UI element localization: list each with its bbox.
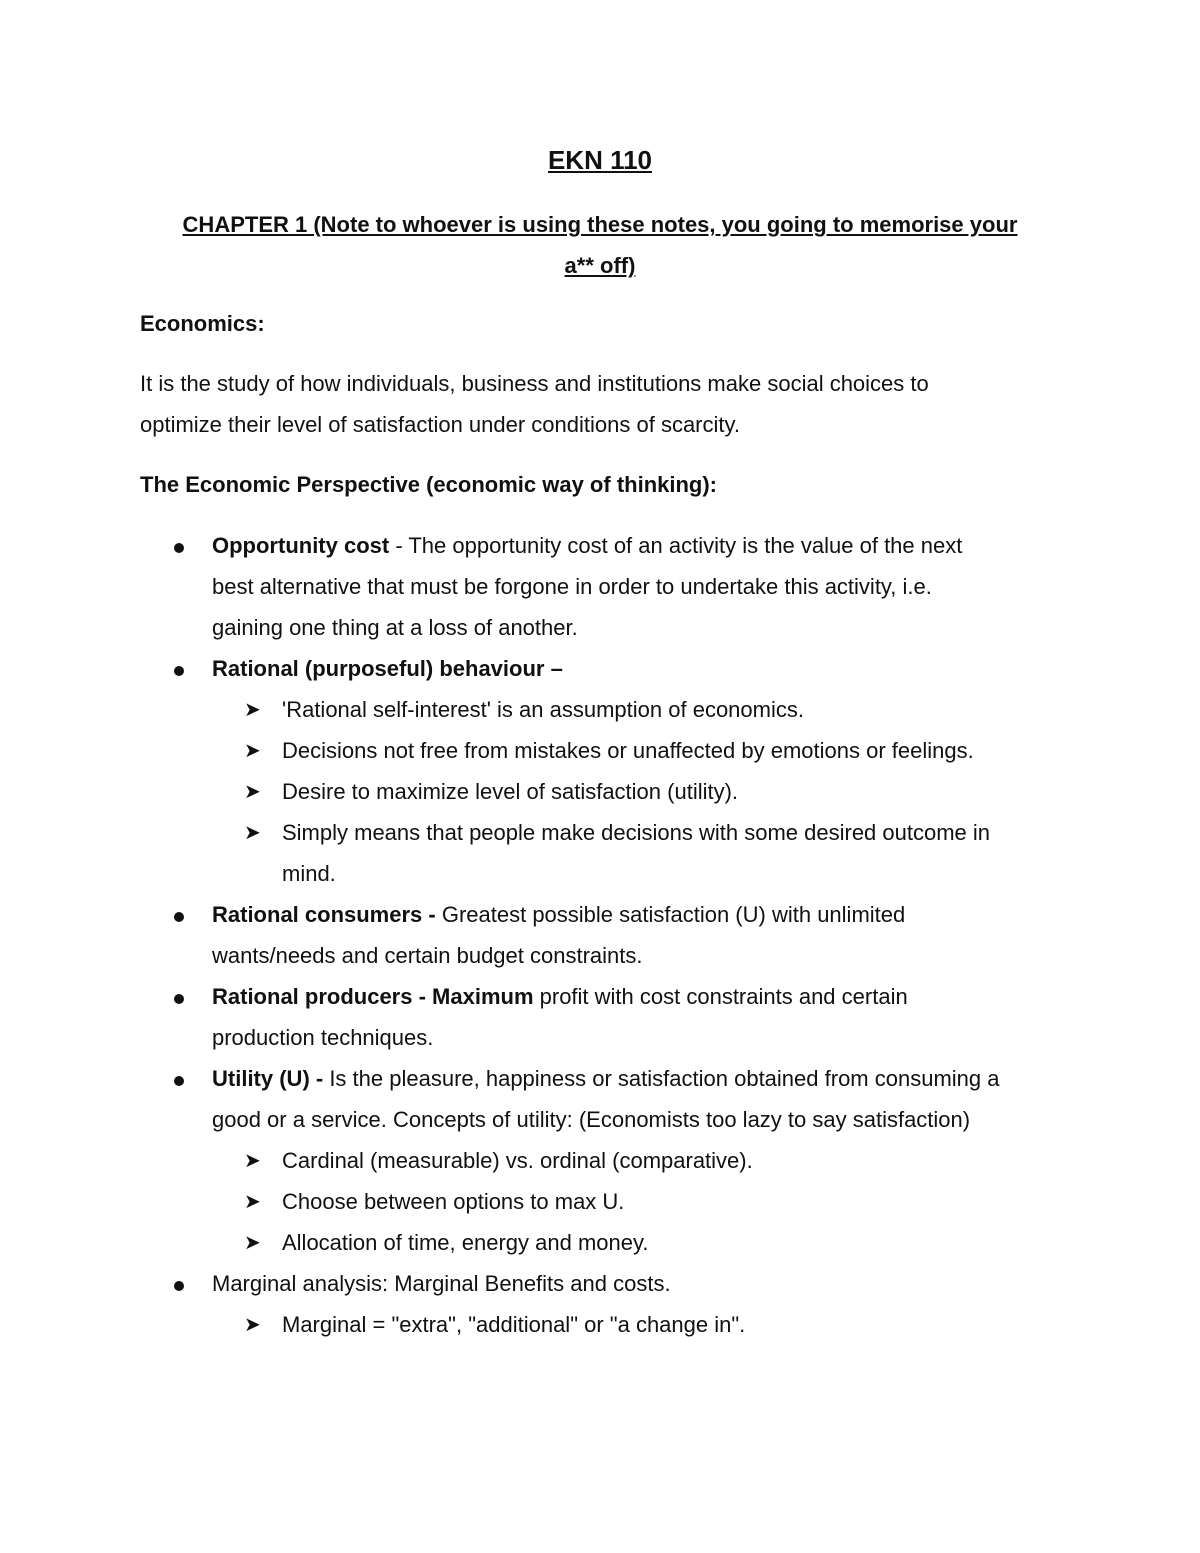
- rational-producers-term: Rational producers - Maximum: [212, 984, 534, 1009]
- arrowhead-icon: ➤: [244, 697, 261, 721]
- utility-term: Utility (U) -: [212, 1066, 324, 1091]
- bullet-icon: [174, 1076, 184, 1086]
- rational-consumers-item: [212, 894, 905, 935]
- opportunity-cost-line1: - The opportunity cost of an activity is the value of the next: [389, 533, 963, 558]
- marginal-sub1: Marginal = "extra", "additional" or "a change in".: [282, 1312, 746, 1337]
- arrowhead-icon: ➤: [244, 820, 261, 844]
- opportunity-cost-term: Opportunity cost: [212, 533, 390, 558]
- bullet-icon: [174, 912, 184, 922]
- arrowhead-icon: ➤: [244, 779, 261, 803]
- opportunity-cost-item: [212, 525, 962, 566]
- arrowhead-icon: ➤: [244, 1189, 261, 1213]
- rational-producers-item: [212, 976, 908, 1017]
- rational-behaviour-term: Rational (purposeful) behaviour –: [212, 656, 563, 681]
- rational-sub3: Desire to maximize level of satisfaction (utility).: [282, 779, 739, 804]
- rational-producers-line2: production techniques.: [212, 1025, 434, 1050]
- perspective-heading: The Economic Perspective (economic way of thinking):: [140, 472, 718, 497]
- arrowhead-icon: ➤: [244, 738, 261, 762]
- rational-consumers-line1: Greatest possible satisfaction (U) with unlimited: [435, 902, 906, 927]
- rational-consumers-term: Rational consumers -: [212, 902, 436, 927]
- arrowhead-icon: ➤: [244, 1148, 261, 1172]
- bullet-icon: [174, 543, 184, 553]
- opportunity-cost-line3: gaining one thing at a loss of another.: [212, 615, 578, 640]
- economics-definition-line2: optimize their level of satisfaction under conditions of scarcity.: [140, 412, 740, 437]
- chapter-heading: [140, 204, 1060, 286]
- bullet-icon: [174, 666, 184, 676]
- chapter-heading-line2: a** off): [564, 253, 636, 278]
- rational-producers-line1: profit with cost constraints and certain: [533, 984, 908, 1009]
- utility-line2: good or a service. Concepts of utility: (Economists too lazy to say satisfaction): [212, 1107, 971, 1132]
- rational-consumers-line2: wants/needs and certain budget constraints.: [212, 943, 643, 968]
- rational-sub4-line1: Simply means that people make decisions with some desired outcome in: [282, 820, 991, 845]
- arrowhead-icon: ➤: [244, 1230, 261, 1254]
- economics-definition-line1: It is the study of how individuals, business and institutions make social choices to: [140, 371, 929, 396]
- opportunity-cost-line2: best alternative that must be forgone in order to undertake this activity, i.e.: [212, 574, 932, 599]
- rational-sub4-line2: mind.: [282, 861, 336, 886]
- utility-sub2: Choose between options to max U.: [282, 1189, 625, 1214]
- marginal-analysis-line1: Marginal analysis: Marginal Benefits and costs.: [212, 1271, 671, 1296]
- bullet-icon: [174, 994, 184, 1004]
- rational-sub1: 'Rational self-interest' is an assumption of economics.: [282, 697, 804, 722]
- chapter-heading-line1: CHAPTER 1 (Note to whoever is using these notes, you going to memorise your: [182, 212, 1018, 237]
- utility-line1: Is the pleasure, happiness or satisfaction obtained from consuming a: [323, 1066, 1000, 1091]
- bullet-icon: [174, 1281, 184, 1291]
- document-title: EKN 110: [547, 145, 653, 175]
- utility-sub3: Allocation of time, energy and money.: [282, 1230, 649, 1255]
- arrowhead-icon: ➤: [244, 1312, 261, 1336]
- rational-sub2: Decisions not free from mistakes or unaffected by emotions or feelings.: [282, 738, 974, 763]
- economics-heading: Economics:: [140, 311, 265, 336]
- utility-sub1: Cardinal (measurable) vs. ordinal (comparative).: [282, 1148, 753, 1173]
- utility-item: [212, 1058, 999, 1099]
